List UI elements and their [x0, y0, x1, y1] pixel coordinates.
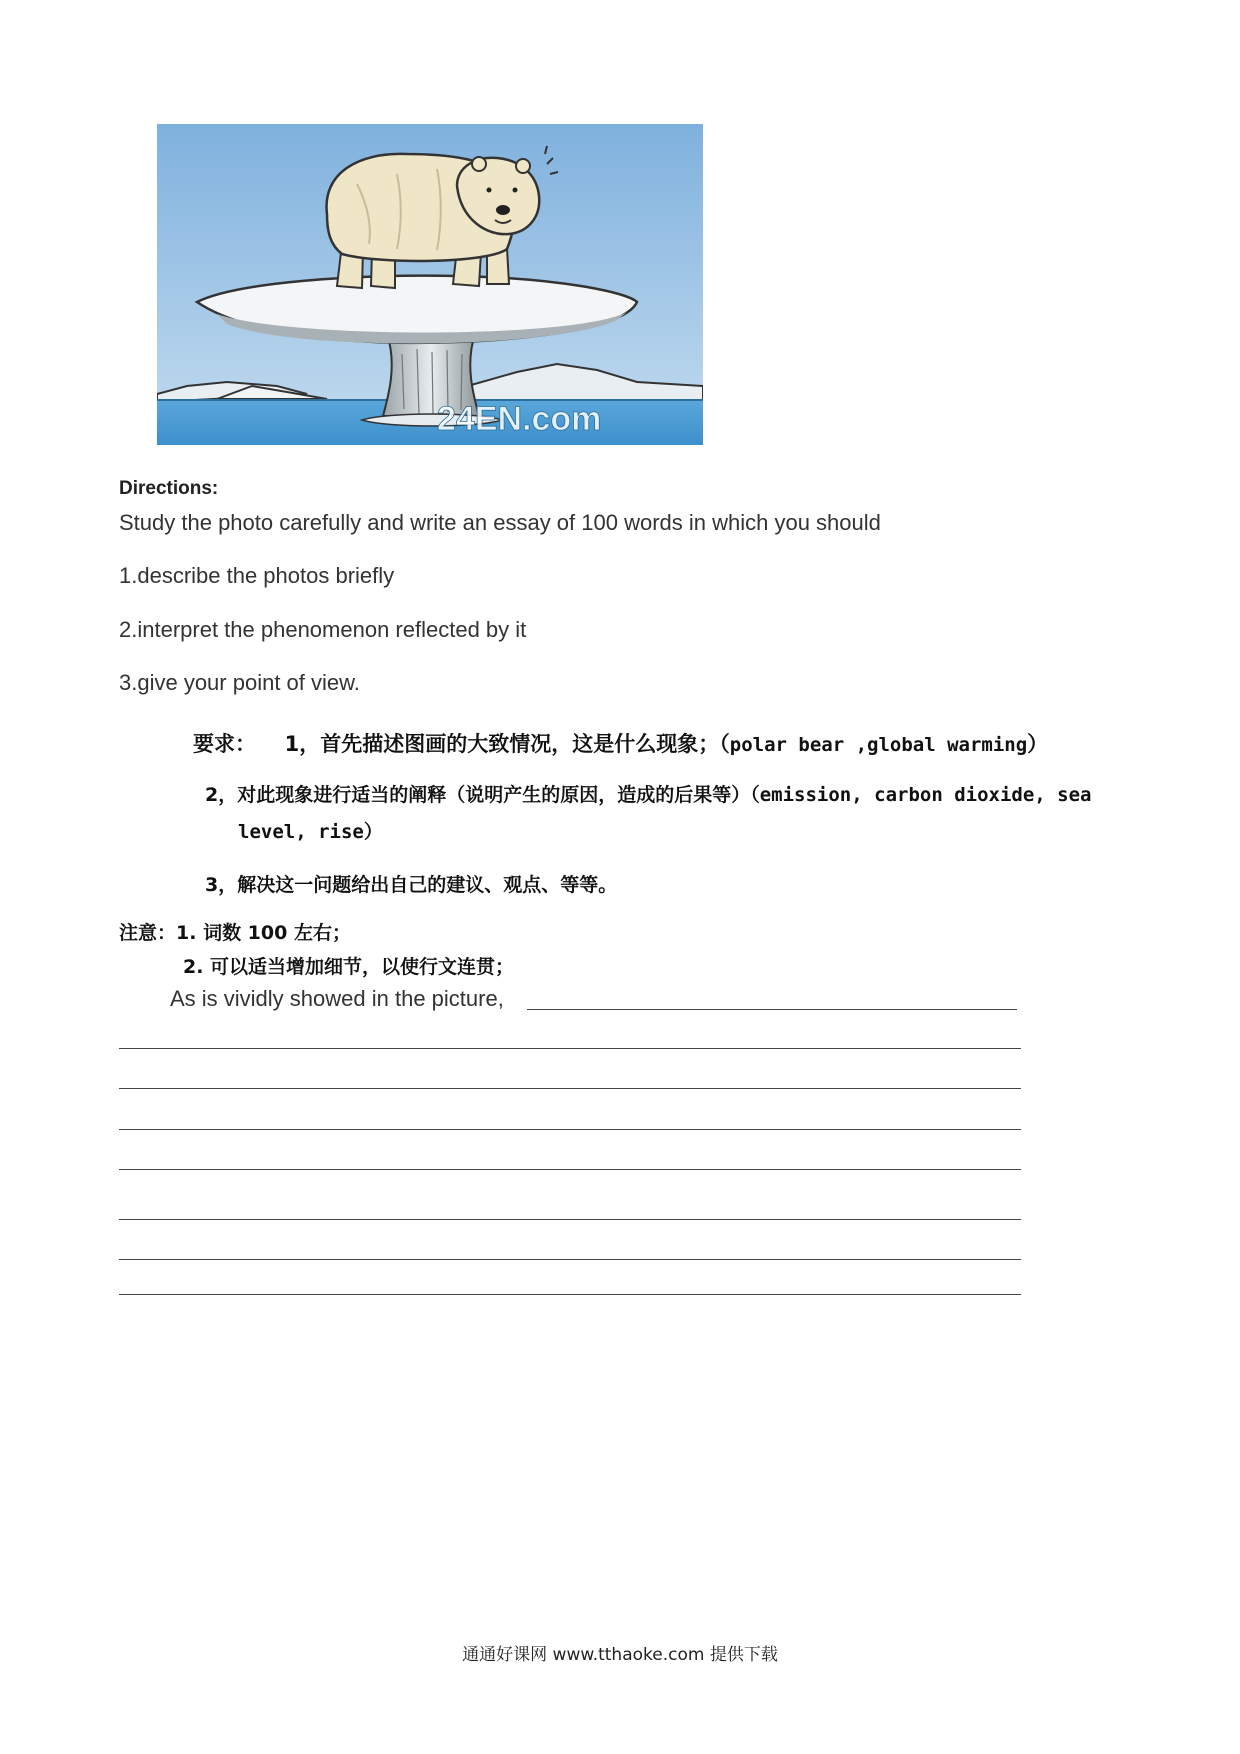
note-1: 1. 词数 100 左右；	[176, 922, 351, 944]
requirement-3: 3，解决这一问题给出自己的建议、观点、等等。	[205, 874, 618, 896]
essay-blank-line[interactable]	[119, 1169, 1021, 1170]
requirement-2-text: 2，对此现象进行适当的阐释（说明产生的原因，造成的后果等）（	[205, 784, 760, 806]
essay-blank-first-line[interactable]	[527, 1009, 1017, 1010]
requirement-2-keywords: emission, carbon dioxide, sea	[759, 784, 1092, 806]
directions-title: Directions:	[119, 478, 219, 499]
directions-item-1: 1.describe the photos briefly	[119, 563, 395, 588]
requirements-row-2-cont	[238, 817, 383, 844]
requirements-row-2	[205, 780, 1091, 807]
polar-bear-illustration	[157, 124, 703, 445]
requirement-1-text: 1，首先描述图画的大致情况，这是什么现象；（	[284, 732, 730, 756]
notes-label: 注意：	[119, 922, 177, 944]
page-footer: 通通好课网 www.tthaoke.com 提供下载	[462, 1645, 778, 1665]
watermark-text: 24EN.com	[437, 400, 602, 438]
directions-item-2: 2.interpret the phenomenon reflected by it	[119, 617, 527, 642]
requirements-row-1	[193, 728, 1048, 758]
essay-blank-line[interactable]	[119, 1259, 1021, 1260]
requirement-2-keywords-cont: level, rise	[238, 821, 364, 843]
directions-prompt: Study the photo carefully and write an essay of 100 words in which you should	[119, 510, 881, 535]
essay-start-text: As is vividly showed in the picture,	[170, 986, 504, 1011]
essay-blank-line[interactable]	[119, 1048, 1021, 1049]
notes-row-1	[119, 918, 351, 945]
requirements-label: 要求：	[193, 732, 256, 756]
essay-blank-line[interactable]	[119, 1088, 1021, 1089]
requirement-2-end: ）	[363, 821, 383, 843]
directions-item-3: 3.give your point of view.	[119, 670, 360, 695]
essay-blank-line[interactable]	[119, 1129, 1021, 1130]
essay-blank-line[interactable]	[119, 1294, 1021, 1295]
requirement-1-keywords: polar bear ,global warming	[729, 734, 1028, 756]
requirement-1-end: ）	[1027, 732, 1049, 756]
note-2: 2. 可以适当增加细节，以使行文连贯；	[183, 956, 515, 978]
essay-blank-line[interactable]	[119, 1219, 1021, 1220]
